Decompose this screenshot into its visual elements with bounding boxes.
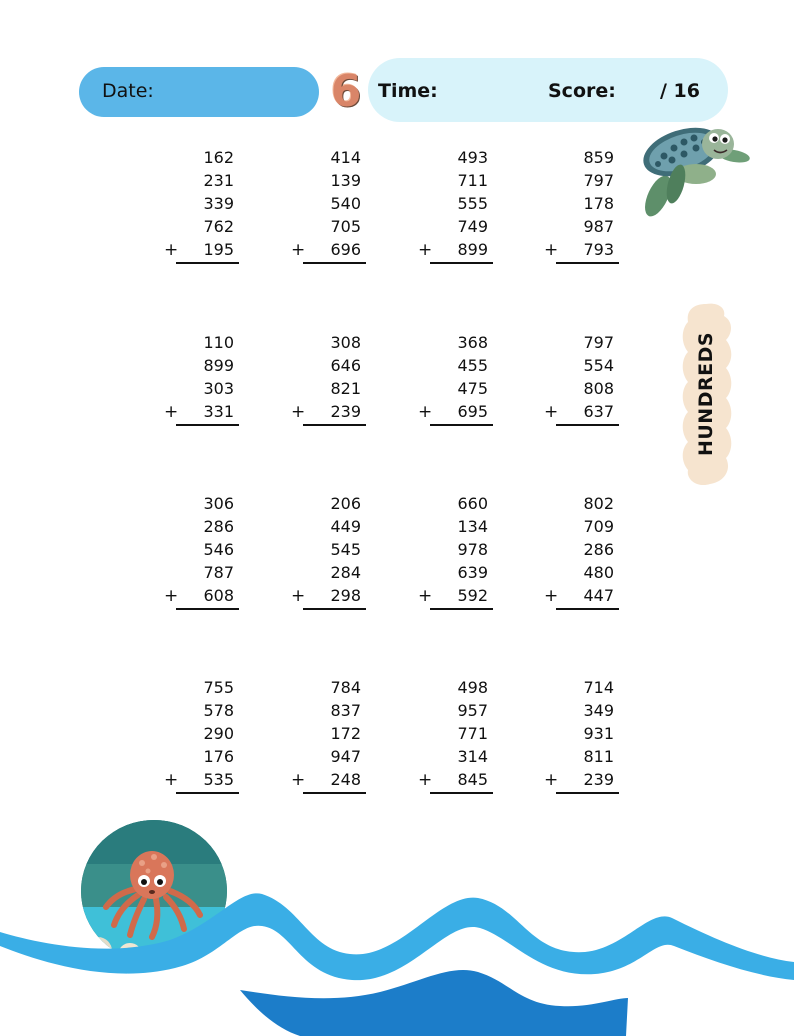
addend: 837 [330, 701, 361, 720]
answer-line [303, 262, 366, 264]
addend: 349 [583, 701, 614, 720]
score-total: / 16 [660, 80, 700, 102]
topic-tag [678, 300, 734, 488]
addend: 239 [583, 770, 614, 789]
plus-sign: + [291, 402, 306, 422]
addend: 787 [203, 563, 234, 582]
addend: 578 [203, 701, 234, 720]
answer-line [303, 608, 366, 610]
addend: 714 [583, 678, 614, 697]
addend: 206 [330, 494, 361, 513]
addend: 449 [330, 517, 361, 536]
addend: 331 [203, 402, 234, 421]
plus-sign: + [164, 240, 179, 260]
addend: 987 [583, 217, 614, 236]
addend: 139 [330, 171, 361, 190]
addend: 755 [203, 678, 234, 697]
addend: 176 [203, 747, 234, 766]
plus-sign: + [291, 240, 306, 260]
addend: 802 [583, 494, 614, 513]
answer-line [430, 608, 493, 610]
answer-line [556, 424, 619, 426]
addend: 709 [583, 517, 614, 536]
plus-sign: + [544, 402, 559, 422]
answer-line [303, 424, 366, 426]
plus-sign: + [164, 586, 179, 606]
ocean-waves-decoration [0, 880, 794, 1036]
answer-line [556, 262, 619, 264]
addend: 592 [457, 586, 488, 605]
addend: 286 [203, 517, 234, 536]
addend: 947 [330, 747, 361, 766]
answer-line [176, 424, 239, 426]
plus-sign: + [164, 770, 179, 790]
addend: 475 [457, 379, 488, 398]
addend: 248 [330, 770, 361, 789]
addend: 455 [457, 356, 488, 375]
addend: 368 [457, 333, 488, 352]
addend: 286 [583, 540, 614, 559]
addend: 306 [203, 494, 234, 513]
plus-sign: + [544, 586, 559, 606]
addend: 339 [203, 194, 234, 213]
answer-line [176, 608, 239, 610]
plus-sign: + [418, 586, 433, 606]
addend: 545 [330, 540, 361, 559]
addend: 793 [583, 240, 614, 259]
addend: 808 [583, 379, 614, 398]
addend: 493 [457, 148, 488, 167]
addend: 859 [583, 148, 614, 167]
addend: 762 [203, 217, 234, 236]
plus-sign: + [418, 402, 433, 422]
addend: 447 [583, 586, 614, 605]
addend: 797 [583, 171, 614, 190]
addend: 696 [330, 240, 361, 259]
addend: 646 [330, 356, 361, 375]
answer-line [303, 792, 366, 794]
score-label: Score: [548, 80, 616, 102]
answer-line [556, 792, 619, 794]
answer-line [430, 424, 493, 426]
addend: 134 [457, 517, 488, 536]
addend: 195 [203, 240, 234, 259]
addend: 899 [203, 356, 234, 375]
addend: 845 [457, 770, 488, 789]
addend: 555 [457, 194, 488, 213]
answer-line [176, 792, 239, 794]
answer-line [556, 608, 619, 610]
addend: 784 [330, 678, 361, 697]
addend: 303 [203, 379, 234, 398]
addend: 414 [330, 148, 361, 167]
plus-sign: + [291, 586, 306, 606]
time-label: Time: [378, 80, 438, 102]
addend: 480 [583, 563, 614, 582]
addend: 637 [583, 402, 614, 421]
addend: 231 [203, 171, 234, 190]
addend: 639 [457, 563, 488, 582]
addend: 546 [203, 540, 234, 559]
answer-line [430, 262, 493, 264]
answer-line [176, 262, 239, 264]
date-label: Date: [102, 80, 154, 102]
addend: 178 [583, 194, 614, 213]
addend: 797 [583, 333, 614, 352]
plus-sign: + [418, 770, 433, 790]
addend: 498 [457, 678, 488, 697]
addend: 978 [457, 540, 488, 559]
plus-sign: + [164, 402, 179, 422]
addend: 554 [583, 356, 614, 375]
plus-sign: + [544, 240, 559, 260]
addend: 535 [203, 770, 234, 789]
addend: 172 [330, 724, 361, 743]
addend: 110 [203, 333, 234, 352]
addend: 660 [457, 494, 488, 513]
addend: 771 [457, 724, 488, 743]
addend: 239 [330, 402, 361, 421]
addend: 608 [203, 586, 234, 605]
addend: 290 [203, 724, 234, 743]
addend: 749 [457, 217, 488, 236]
addend: 957 [457, 701, 488, 720]
plus-sign: + [291, 770, 306, 790]
addend: 931 [583, 724, 614, 743]
addend: 821 [330, 379, 361, 398]
addend: 695 [457, 402, 488, 421]
addend: 540 [330, 194, 361, 213]
addend: 162 [203, 148, 234, 167]
plus-sign: + [544, 770, 559, 790]
addend: 284 [330, 563, 361, 582]
addend: 705 [330, 217, 361, 236]
sheet-number: 6 [330, 66, 362, 117]
addend: 308 [330, 333, 361, 352]
topic-tag-label: HUNDREDS [695, 331, 718, 457]
plus-sign: + [418, 240, 433, 260]
addend: 314 [457, 747, 488, 766]
sea-turtle-icon [636, 118, 752, 224]
addend: 899 [457, 240, 488, 259]
addend: 298 [330, 586, 361, 605]
answer-line [430, 792, 493, 794]
addend: 811 [583, 747, 614, 766]
addend: 711 [457, 171, 488, 190]
